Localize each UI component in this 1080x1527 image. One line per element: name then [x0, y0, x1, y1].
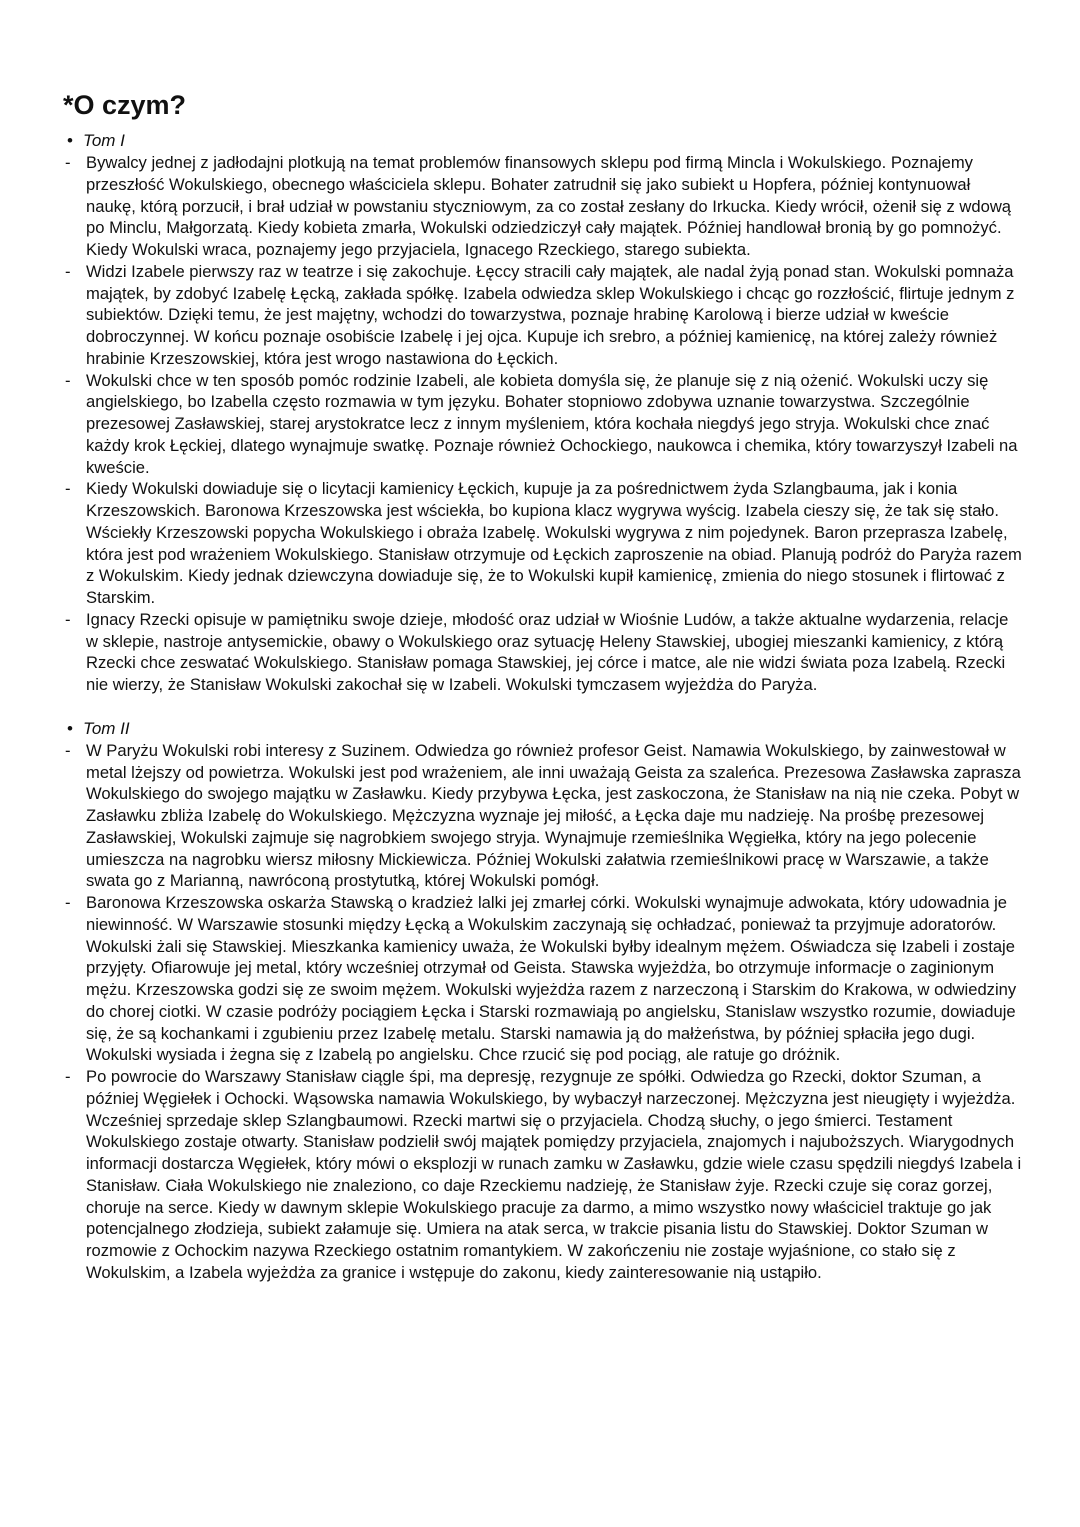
- dash-icon: -: [65, 1067, 71, 1086]
- volume-label: Tom I: [83, 131, 125, 150]
- summary-paragraph: [63, 261, 1023, 370]
- dash-icon: -: [65, 370, 71, 390]
- dash-icon: -: [65, 153, 71, 172]
- paragraph-text: Kiedy Wokulski dowiaduje się o licytacji kamienicy Łęckich, kupuje ja za pośrednictwem żyda Szlangbauma, jak i konia Krzeszowskich. Baronowa Krzeszowska jest wściekła, bo kupiona klacz wygrywa wyścig. Izabela cieszy się, że tak się stało. Wściekły Krzeszowski popycha Wokulskiego i obraża Izabelę. Wokulski wygrywa z nim pojedynek. Baron przeprasza Izabelę, która jest pod wrażeniem Wokulskiego. Stanisław otrzymuje od Łęckich zaproszenie na obiad. Planują podróż do Paryża razem z Wokulskim. Kiedy jednak dziewczyna dowiaduje się, że to Wokulski kupił kamienicę, zmienia do niego stosunek i flirtować z Starskim.: [86, 479, 1022, 607]
- summary-paragraph: [63, 370, 1023, 479]
- paragraph-text: Ignacy Rzecki opisuje w pamiętniku swoje dzieje, młodość oraz udział w Wiośnie Ludów, a także aktualne wydarzenia, relacje w sklepie, nastroje antysemickie, obawy o Wokulskiego oraz sytuację Heleny Stawskiej, ubogiej mieszanki kamienicy, z którą Rzecki chce zeswatać Wokulskiego. Stanisław pomaga Stawskiej, jej córce i matce, ale nie widzi świata poza Izabelą. Rzecki nie wierzy, że Stanisław Wokulski zakochał się w Izabeli. Wokulski tymczasem wyjeżdża do Paryża.: [86, 609, 1009, 694]
- dash-icon: -: [65, 261, 71, 281]
- paragraph-text: W Paryżu Wokulski robi interesy z Suzinem. Odwiedza go również profesor Geist. Namawia Wokulskiego, by zainwestował w metal lżejszy od powietrza. Wokulski jest pod wrażeniem, ale inni uważają Geista za szaleńca. Prezesowa Zasławska zaprasza Wokulskiego do swojego majątku w Zasławku. Kiedy przybywa Łęcka, jest zaskoczona, że Stanisław na nią nie czeka. Pobyt w Zasławku zbliża Izabelę do Wokulskiego. Mężczyzna wyznaje jej miłość, a Łęcka daje mu nadzieję. Na prośbę prezesowej Zasławskiej, Wokulski zajmuje się nagrobkiem swojego stryja. Wynajmuje rzemieślnika Węgiełka, który na jego polecenie umieszcza na nagrobku wiersz miłosny Mickiewicza. Później Wokulski załatwia rzemieślnikowi pracę w Warszawie, a także swata go z Marianną, nawróconą prostytutką, której Wokulski pomógł.: [86, 740, 1021, 891]
- summary-paragraph: [63, 740, 1023, 892]
- summary-paragraph: [63, 892, 1023, 1066]
- paragraph-text: Baronowa Krzeszowska oskarża Stawską o kradzież lalki jej zmarłej córki. Wokulski wynajmuje adwokata, który udowadnia je niewinność. W Warszawie stosunki między Łęcką a Wokulskim zaczynają się ochładzać, ponieważ ta przyjmuje adoratorów. Wokulski żali się Stawskiej. Mieszkanka kamienicy uważa, że Wokulski byłby idealnym mężem. Oświadcza się Izabeli i zostaje przyjęty. Ofiarowuje jej metal, który wcześniej otrzymał od Geista. Stawska wyjeżdża, bo otrzymuje informacje o zaginionym mężu. Krzeszowska godzi się ze swoim mężem. Wokulski wyjeżdża razem z narzeczoną i Starskim do Krakowa, w odwiedziny do chorej ciotki. W czasie podróży pociągiem Łęcka i Starski rozmawiają po angielsku, Stanislaw wszystko rozumie, dowiaduje się, że są kochankami i zgubieniu przez Izabelę metalu. Starski namawia ją do małżeństwa, by później spłaciła jego dugi. Wokulski wysiada i żegna się z Izabelą po angielsku. Chce rzucić się pod pociąg, ale ratuje go dróżnik.: [86, 893, 1017, 1065]
- volume-label: Tom II: [83, 718, 130, 738]
- summary-paragraph: [63, 478, 1023, 609]
- dash-icon: -: [65, 609, 71, 629]
- document-page: [63, 88, 1023, 1284]
- dash-icon: -: [65, 740, 71, 760]
- bullet-icon: •: [67, 718, 73, 738]
- paragraph-text: Po powrocie do Warszawy Stanisław ciągle śpi, ma depresję, rezygnuje ze spółki. Odwiedza go Rzecki, doktor Szuman, a później Węgiełek i Ochocki. Wąsowska namawia Wokulskiego, by wybaczył narzeczonej. Mężczyzna jest nieugięty i wyjeżdża. Wcześniej sprzedaje sklep Szlangbaumowi. Rzecki martwi się o przyjaciela. Chodzą słuchy, o jego śmierci. Testament Wokulskiego zostaje otwarty. Stanisław podzielił swój majątek pomiędzy przyjaciela, znajomych i najuboższych. Wiarygodnych informacji dostarcza Węgiełek, który mówi o eksplozji w runach zamku w Zasławku, gdzie wiele czasu spędzili niegdyś Izabela i Stanisław. Ciała Wokulskiego nie znaleziono, co daje Rzeckiemu nadzieję, że Stanisław żyje. Rzecki czuje się coraz gorzej, choruje na serce. Kiedy w dawnym sklepie Wokulskiego pracuje za darmo, a mimo wszystko nowy właściciel traktuje go jak potencjalnego złodzieja, subiekt załamuje się. Umiera na atak serca, w trakcie pisania listu do Stawskiej. Doktor Szuman w rozmowie z Ochockim nazywa Rzeckiego ostatnim romantykiem. W zakończeniu nie zostaje wyjaśnione, co stało się z Wokulskim, a Izabela wyjeżdża za granice i wstępuje do zakonu, kiedy zainteresowanie nią ustąpiło.: [86, 1067, 1022, 1282]
- summary-paragraph: [63, 1066, 1023, 1284]
- section-spacer: [63, 696, 1023, 718]
- paragraph-text: Bywalcy jednej z jadłodajni plotkują na temat problemów finansowych sklepu pod firmą Mincla i Wokulskiego. Poznajemy przeszłość Wokulskiego, obecnego właściciela sklepu. Bohater zatrudnił się jako subiekt u Hopfera, później kontynuował naukę, którą porzucił, i brał udział w powstaniu styczniowym, za co został zesłany do Irkucka. Kiedy wrócił, ożenił się z wdową po Minclu, Małgorzatą. Kiedy kobieta zmarła, Wokulski odziedziczył cały majątek. Później handlował bronią by go pomnożyć. Kiedy Wokulski wraca, poznajemy jego przyjaciela, Ignacego Rzeckiego, starego subiekta.: [86, 153, 1012, 259]
- dash-icon: -: [65, 893, 71, 912]
- paragraph-text: Wokulski chce w ten sposób pomóc rodzinie Izabeli, ale kobieta domyśla się, że planuje się z nią ożenić. Wokulski uczy się angielskiego, bo Izabella często rozmawia w tym języku. Bohater stopniowo zdobywa uznanie towarzystwa. Szczególnie prezesowej Zasławskiej, starej arystokratce lecz z innym myśleniem, która kochała niegdyś jego stryja. Wokulski chce znać każdy krok Łęckiej, dlatego wynajmuje swatkę. Poznaje również Ochockiego, naukowca i chemika, który towarzyszył Izabeli na kweście.: [86, 370, 1018, 477]
- page-title: *O czym?: [63, 90, 187, 120]
- summary-paragraph: [63, 152, 1023, 261]
- paragraph-text: Widzi Izabele pierwszy raz w teatrze i się zakochuje. Łęccy stracili cały majątek, ale nadal żyją ponad stan. Wokulski pomnaża majątek, by zdobyć Izabelę Łęcką, zakłada spółkę. Izabela odwiedza sklep Wokulskiego i chcąc go rozzłościć, flirtuje jednym z subiektów. Dzięki temu, że jest majętny, wchodzi do towarzystwa, poznaje hrabinę Karolową i bierze udział w kweście dobroczynnej. W końcu poznaje osobiście Izabelę i jej ojca. Kupuje ich srebro, a później kamienicę, na której zależy również hrabinie Krzeszowskiej, która jest wrogo nastawiona do Łęckich.: [86, 261, 1015, 368]
- volume-heading-tom-2: [63, 718, 1023, 740]
- bullet-icon: •: [67, 131, 73, 150]
- summary-paragraph: [63, 609, 1023, 696]
- volume-heading-tom-1: [63, 130, 1023, 152]
- dash-icon: -: [65, 479, 71, 499]
